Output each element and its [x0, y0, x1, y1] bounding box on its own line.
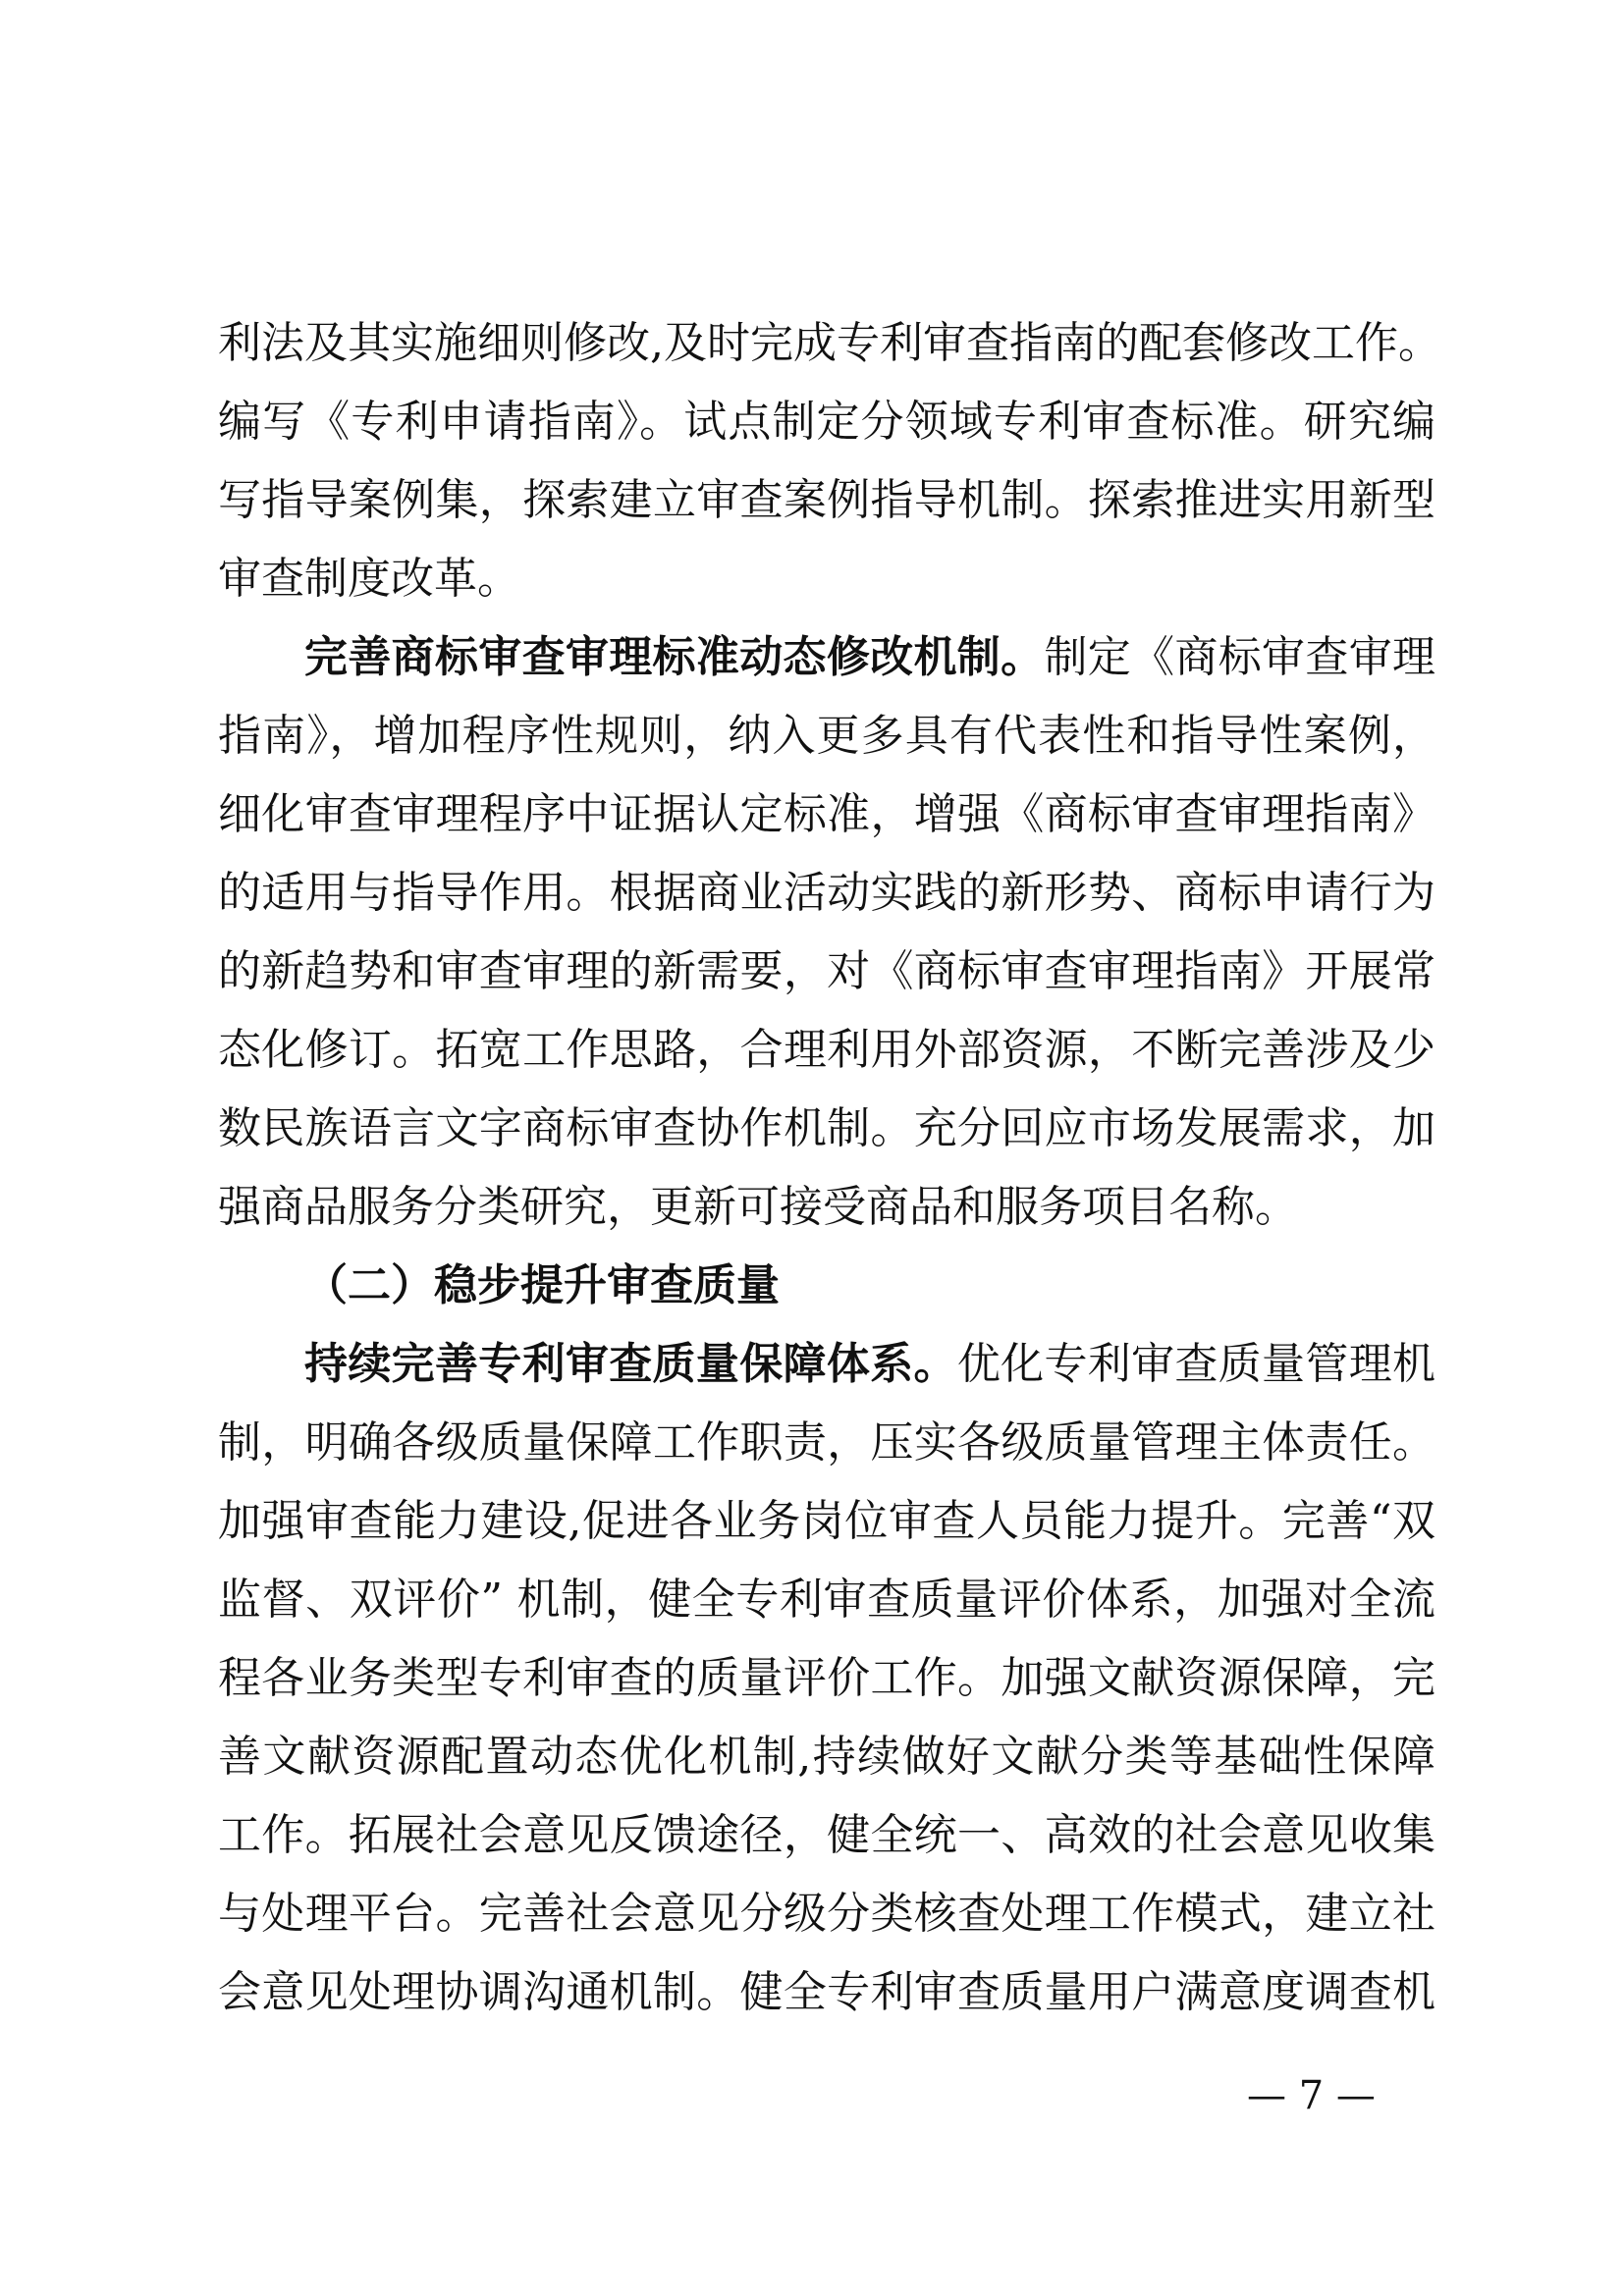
paragraph-line: 态化修订。拓宽工作思路，合理利用外部资源，不断完善涉及少 — [218, 1025, 1435, 1075]
paragraph-line: 写指导案例集，探索建立审查案例指导机制。探索推进实用新型 — [218, 475, 1435, 525]
paragraph-text: 制定《商标审查审理 — [1044, 632, 1436, 682]
paragraph-line: 审查制度改革。 — [218, 554, 520, 604]
paragraph-line: 制，明确各级质量保障工作职责，压实各级质量管理主体责任。 — [218, 1417, 1435, 1468]
paragraph-line: 善文献资源配置动态优化机制,持续做好文献分类等基础性保障 — [218, 1732, 1435, 1782]
paragraph-line: 监督、双评价” 机制，健全专利审查质量评价体系，加强对全流 — [218, 1575, 1435, 1625]
paragraph-line: 的适用与指导作用。根据商业活动实践的新形势、商标申请行为 — [218, 868, 1435, 918]
bold-lead: 完善商标审查审理标准动态修改机制。 — [304, 632, 1045, 682]
paragraph-line: 指南》，增加程序性规则，纳入更多具有代表性和指导性案例， — [218, 711, 1435, 761]
section-heading: （二）稳步提升审查质量 — [304, 1260, 780, 1310]
paragraph-line: 利法及其实施细则修改,及时完成专利审查指南的配套修改工作。 — [218, 318, 1441, 368]
page-number: — 7 — — [1247, 2073, 1376, 2118]
paragraph-text: 优化专利审查质量管理机 — [956, 1339, 1436, 1389]
paragraph-line: 工作。拓展社会意见反馈途径，健全统一、高效的社会意见收集 — [218, 1810, 1435, 1860]
paragraph-line: 细化审查审理程序中证据认定标准，增强《商标审查审理指南》 — [218, 789, 1435, 839]
paragraph-line: 数民族语言文字商标审查协作机制。充分回应市场发展需求，加 — [218, 1103, 1435, 1153]
paragraph-line: 程各业务类型专利审查的质量评价工作。加强文献资源保障，完 — [218, 1653, 1435, 1703]
paragraph-line: 编写《专利申请指南》。试点制定分领域专利审查标准。研究编 — [218, 397, 1435, 447]
paragraph-line: 强商品服务分类研究，更新可接受商品和服务项目名称。 — [218, 1182, 1298, 1232]
paragraph-first-line — [218, 1325, 1435, 1404]
bold-lead: 持续完善专利审查质量保障体系。 — [304, 1339, 957, 1389]
paragraph-line: 与处理平台。完善社会意见分级分类核查处理工作模式，建立社 — [218, 1889, 1435, 1939]
body-text — [218, 304, 1441, 2032]
paragraph-line: 会意见处理协调沟通机制。健全专利审查质量用户满意度调查机 — [218, 1967, 1435, 2017]
paragraph-line: 的新趋势和审查审理的新需要，对《商标审查审理指南》开展常 — [218, 946, 1435, 996]
paragraph-line: 加强审查能力建设,促进各业务岗位审查人员能力提升。完善“双 — [218, 1496, 1435, 1546]
paragraph-first-line — [218, 618, 1435, 697]
